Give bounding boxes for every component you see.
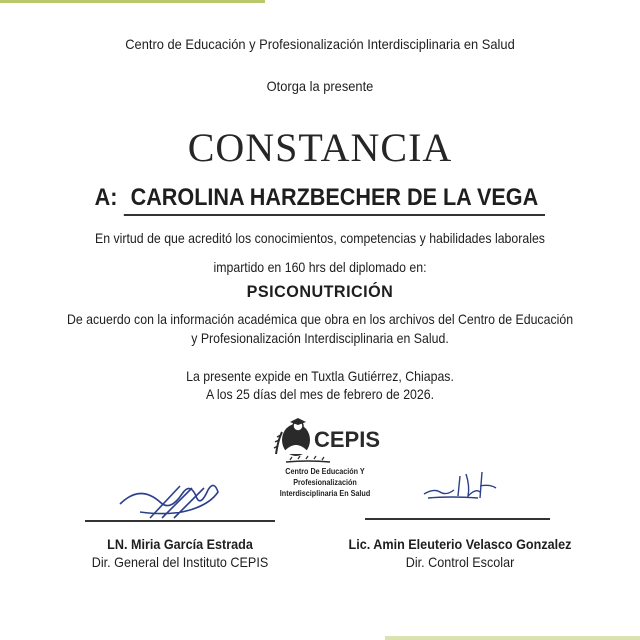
page-title: CONSTANCIA — [187, 125, 453, 170]
bottom-accent-line — [385, 636, 640, 640]
issue-place: La presente expide en Tuxtla Gutiérrez, Chiapas. — [186, 368, 454, 384]
body-line-2: impartido en 160 hrs del diplomado en: — [213, 259, 427, 275]
cepis-logo — [268, 414, 398, 474]
course-name: PSICONUTRICIÓN — [246, 282, 394, 301]
institution-header: Centro de Educación y Profesionalización Interdisciplinaria en Salud — [125, 36, 515, 52]
recipient — [32, 184, 608, 216]
recipient-name: CAROLINA HARZBECHER DE LA VEGA — [123, 184, 545, 216]
left-signer-role: Dir. General del Instituto CEPIS — [91, 554, 269, 570]
top-accent-line — [0, 0, 265, 3]
logo-subtitle — [253, 466, 397, 499]
grant-text: Otorga la presente — [266, 78, 374, 94]
left-signer-name: LN. Miria García Estrada — [107, 536, 253, 552]
right-signer-name: Lic. Amin Eleuterio Velasco Gonzalez — [348, 536, 572, 552]
right-signature-line — [365, 518, 550, 520]
issue-date: A los 25 días del mes de febrero de 2026. — [205, 386, 435, 402]
logo-subtitle-line-1: Centro De Educación Y Profesionalización — [285, 467, 365, 487]
right-signer-role: Dir. Control Escolar — [405, 554, 515, 570]
left-signature-line — [85, 520, 275, 522]
body-line-3: De acuerdo con la información académica que obra en los archivos del Centro de Educación — [66, 311, 574, 327]
logo-subtitle-line-2: Interdisciplinaria En Salud — [279, 489, 371, 498]
body-line-4: y Profesionalización Interdisciplinaria en Salud. — [191, 330, 449, 346]
logo-name: CEPIS — [314, 427, 381, 452]
recipient-prefix: A: — [94, 184, 118, 211]
right-signature-scribble — [420, 466, 500, 506]
body-line-1: En virtud de que acreditó los conocimientos, competencias y habilidades laborales — [95, 230, 545, 246]
left-signature-scribble — [110, 474, 230, 524]
